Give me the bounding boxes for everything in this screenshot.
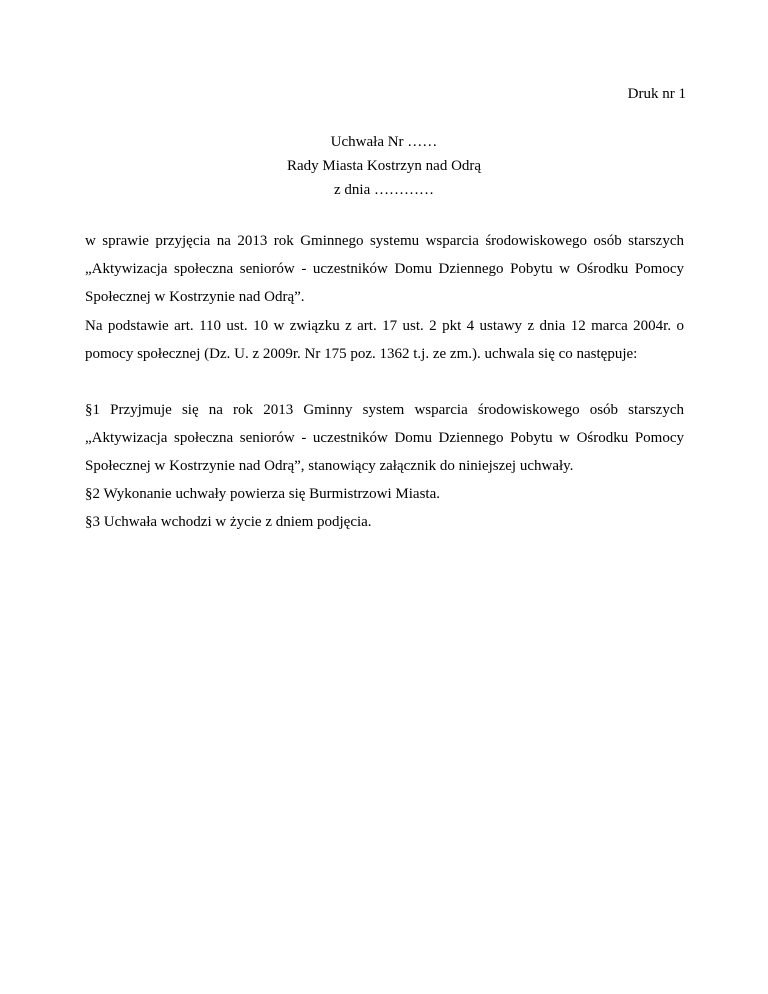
subject-text: w sprawie przyjęcia na 2013 rok Gminnego systemu wsparcia środowiskowego osób starszych „Aktywizacja społeczna seniorów - uczestników Domu Dziennego Pobytu w Ośrodku Pomocy Społecznej w Kostrzynie nad Odrą”. <box>85 233 684 305</box>
section-2: §2 Wykonanie uchwały powierza się Burmistrzowi Miasta. <box>85 486 440 502</box>
resolution-heading <box>0 130 768 202</box>
print-number: Druk nr 1 <box>627 86 686 102</box>
section-3: §3 Uchwała wchodzi w życie z dniem podjęcia. <box>85 514 372 530</box>
resolution-subject <box>85 227 684 311</box>
council-name: Rady Miasta Kostrzyn nad Odrą <box>286 158 482 174</box>
section-1: §1 Przyjmuje się na rok 2013 Gminny system wsparcia środowiskowego osób starszych „Aktywizacja społeczna seniorów - uczestników Domu Dziennego Pobytu w Ośrodku Pomocy Społecznej w Kostrzynie nad Odrą”, stanowiący załącznik do niniejszej uchwały. <box>85 402 684 474</box>
legal-basis-text: Na podstawie art. 110 ust. 10 w związku z art. 17 ust. 2 pkt 4 ustawy z dnia 12 marca 2004r. o pomocy społecznej (Dz. U. z 2009r. Nr 175 poz. 1362 t.j. ze zm.). uchwala się co następuje: <box>85 318 684 362</box>
legal-basis <box>85 312 684 368</box>
resolution-date: z dnia ………… <box>334 182 434 198</box>
resolution-number: Uchwała Nr …… <box>330 134 438 150</box>
resolution-sections <box>85 396 684 536</box>
